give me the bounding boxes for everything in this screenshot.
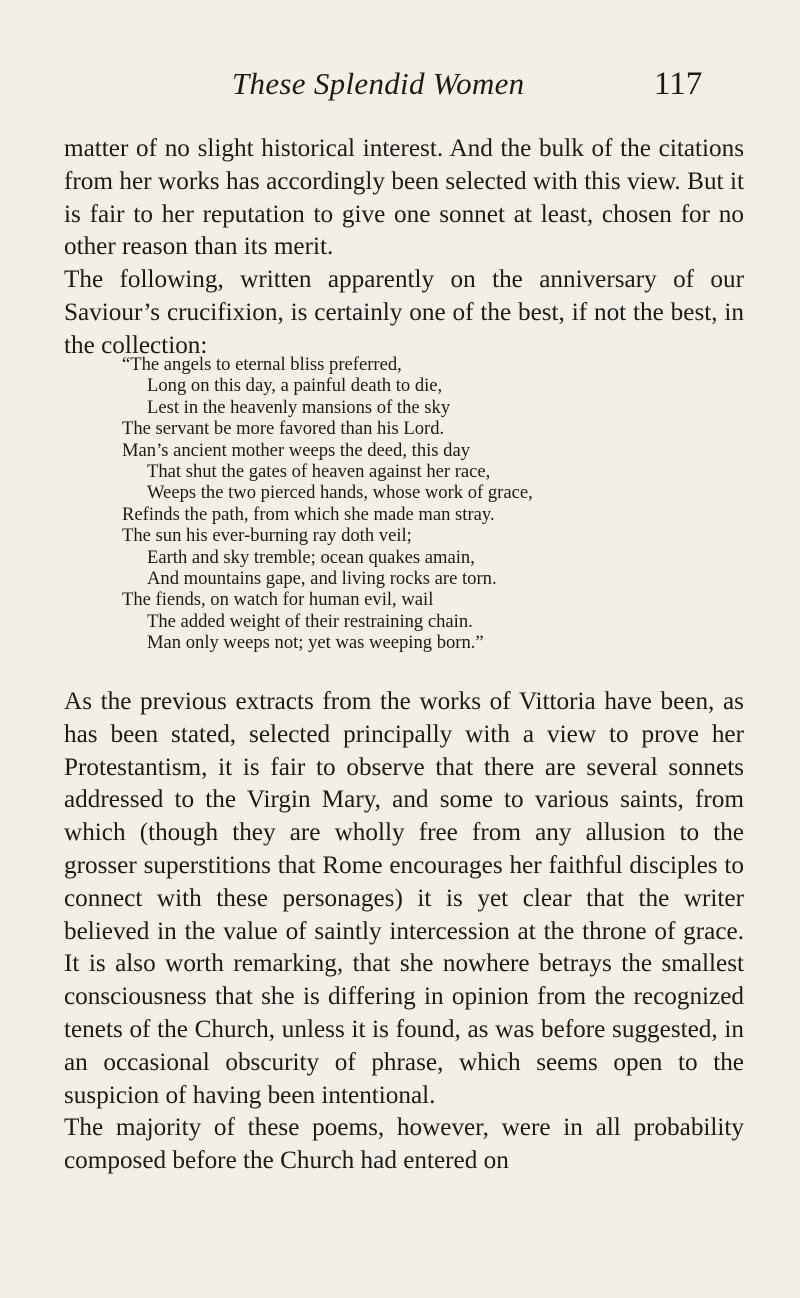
poem-line: Earth and sky tremble; ocean quakes amain, (147, 546, 475, 568)
poem-line: That shut the gates of heaven against her race, (147, 461, 491, 483)
page-number: 117 (654, 66, 703, 102)
prose-block-bottom (64, 686, 744, 1178)
poem-line: Weeps the two pierced hands, whose work of grace, (147, 482, 533, 504)
running-head (0, 66, 800, 110)
poem-line: The sun his ever-burning ray doth veil; (122, 525, 412, 547)
sonnet-quotation (122, 354, 722, 654)
poem-line: And mountains gape, and living rocks are torn. (147, 568, 497, 590)
paragraph: matter of no slight historical interest. And the bulk of the citations from her works has accordingly been selected with this view. But it is fair to her reputation to give one sonnet at least, chosen for no other reason than its merit. (64, 135, 744, 261)
paragraph: As the previous extracts from the works of Vittoria have been, as has been stated, selected principally with a view to prove her Protestantism, it is fair to observe that there are several sonnets addressed to the Virgin Mary, and some to various saints, from which (though they are wholly free from any allusion to the grosser superstitions that Rome encourages her faithful disciples to connect with these personages) it is yet clear that the writer believed in the value of saintly intercession at the throne of grace. It is also worth remarking, that she nowhere betrays the smallest consciousness that she is differing in opinion from the recognized tenets of the Church, unless it is found, as was before suggested, in an occasional obscurity of phrase, which seems open to the suspicion of having been intentional. (64, 688, 744, 1109)
poem-line: Refinds the path, from which she made man stray. (122, 503, 495, 525)
poem-line: “The angels to eternal bliss preferred, (122, 354, 402, 375)
paragraph: The following, written apparently on the anniversary of our Saviour’s crucifixion, is certainly one of the best, if not the best, in the collection: (64, 266, 744, 359)
poem-line: The added weight of their restraining chain. (147, 610, 473, 632)
poem-line: Long on this day, a painful death to die, (147, 375, 443, 397)
poem-line: Man’s ancient mother weeps the deed, this day (122, 439, 471, 461)
running-title: These Splendid Women (232, 66, 525, 101)
prose-block-top (64, 133, 744, 363)
poem-line: Lest in the heavenly mansions of the sky (147, 396, 451, 418)
paragraph: The majority of these poems, however, were in all probability composed before the Church had entered on (64, 1114, 744, 1175)
poem-line: Man only weeps not; yet was weeping born.” (147, 632, 484, 654)
poem-line: The servant be more favored than his Lord. (122, 418, 445, 440)
poem-line: The fiends, on watch for human evil, wail (122, 589, 434, 611)
